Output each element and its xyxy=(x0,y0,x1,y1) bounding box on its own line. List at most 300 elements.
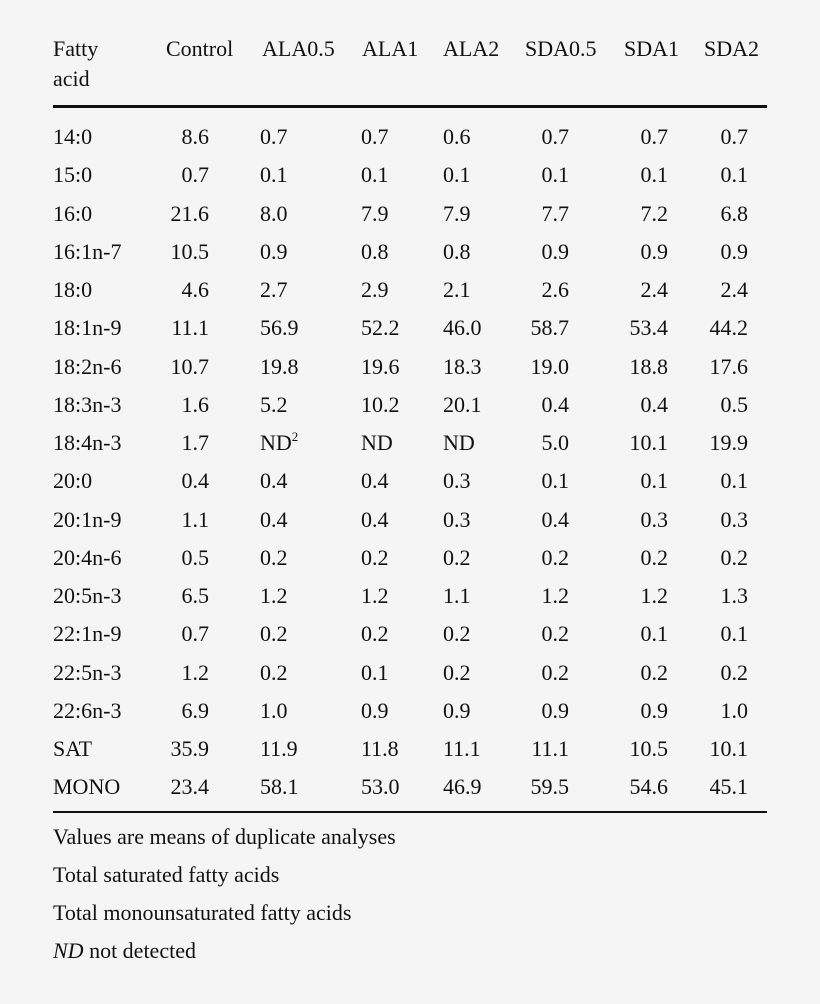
cell-ala2 xyxy=(443,238,471,264)
cell-value: 19.8 xyxy=(260,353,299,379)
cell-value: 2.1 xyxy=(443,277,471,302)
cell-value: 0.2 xyxy=(720,544,748,570)
cell-value: 0.3 xyxy=(443,468,471,494)
cell-value: 0.2 xyxy=(443,659,471,685)
cell-ala2 xyxy=(443,623,471,645)
cell-value: 0.8 xyxy=(443,238,471,264)
cell-ala0.5 xyxy=(260,585,288,607)
cell-value: 0.1 xyxy=(720,468,748,494)
cell-value: 0.4 xyxy=(541,391,569,417)
cell-sda2 xyxy=(710,776,749,798)
cell-value: 23.4 xyxy=(170,774,209,800)
cell-value: 0.9 xyxy=(640,697,668,723)
cell-value: 0.3 xyxy=(640,506,668,532)
cell-ala0.5 xyxy=(260,506,288,532)
cell-value: 0.4 xyxy=(181,468,209,494)
cell-value: 6.5 xyxy=(181,583,209,608)
header-ala2: ALA2 xyxy=(443,36,500,61)
cell-value: 17.6 xyxy=(709,353,748,379)
row-label: 22:1n-9 xyxy=(53,621,122,647)
row-label: 18:2n-6 xyxy=(53,353,122,379)
cell-ala1 xyxy=(361,506,389,532)
cell-value: 1.2 xyxy=(260,583,288,608)
cell-value: 0.9 xyxy=(541,238,569,264)
cell-sda0.5 xyxy=(542,164,570,186)
note-sat: Total saturated fatty acids xyxy=(53,862,280,887)
cell-control xyxy=(181,544,210,570)
cell-sda0.5 xyxy=(542,432,570,454)
cell-value: 0.2 xyxy=(361,621,389,647)
cell-value: 2.4 xyxy=(640,277,668,302)
table-row xyxy=(0,776,820,806)
cell-sda1 xyxy=(641,164,669,186)
header-sda1: SDA1 xyxy=(624,36,680,61)
cell-value: 56.9 xyxy=(260,315,299,341)
cell-value: 8.6 xyxy=(181,124,209,149)
note-nd xyxy=(53,940,196,962)
cell-value: 1.7 xyxy=(181,430,209,455)
header-fatty-acid-line1: Fatty xyxy=(53,36,99,61)
cell-sda2 xyxy=(720,506,749,532)
header-sda2: SDA2 xyxy=(704,36,760,61)
cell-sda1 xyxy=(630,738,669,760)
cell-sda0.5 xyxy=(541,238,570,264)
note-mono: Total monounsaturated fatty acids xyxy=(53,900,352,925)
cell-ala2 xyxy=(443,432,475,454)
cell-sda1 xyxy=(629,353,669,379)
cell-value: 1.0 xyxy=(720,697,748,723)
cell-ala1 xyxy=(361,432,393,454)
cell-value: ND xyxy=(260,430,292,455)
cell-ala2 xyxy=(443,391,482,417)
cell-value: 7.9 xyxy=(361,200,389,226)
cell-sda1 xyxy=(641,623,669,645)
cell-value: 0.7 xyxy=(181,621,209,647)
cell-value: 0.9 xyxy=(361,697,389,723)
cell-value: 53.0 xyxy=(361,774,400,800)
table-row xyxy=(0,126,820,156)
cell-ala1 xyxy=(361,470,389,492)
cell-sda1 xyxy=(640,544,669,570)
cell-value: 5.0 xyxy=(541,430,569,455)
cell-ala2 xyxy=(443,738,481,760)
cell-ala1 xyxy=(361,164,389,186)
table-row xyxy=(0,623,820,653)
cell-value: 59.5 xyxy=(530,774,569,800)
cell-sda0.5 xyxy=(531,317,570,339)
cell-ala1 xyxy=(361,659,389,685)
row-label: 16:0 xyxy=(53,200,93,226)
table-row xyxy=(0,391,820,424)
cell-ala0.5 xyxy=(260,623,288,645)
cell-value: 0.2 xyxy=(443,544,471,570)
table-row xyxy=(0,353,820,386)
cell-control xyxy=(181,659,210,685)
cell-value: 1.1 xyxy=(443,583,471,608)
cell-value: 10.1 xyxy=(629,430,668,455)
cell-sda1 xyxy=(630,776,669,798)
cell-control xyxy=(182,432,210,454)
cell-ala0.5 xyxy=(260,317,299,339)
cell-value: 10.7 xyxy=(170,353,209,379)
header-ala0.5: ALA0.5 xyxy=(262,36,335,61)
row-label: 22:6n-3 xyxy=(53,697,122,723)
cell-value: 0.2 xyxy=(260,659,288,685)
table-row xyxy=(0,585,820,615)
row-label: 20:1n-9 xyxy=(53,506,122,532)
cell-value: 19.9 xyxy=(709,430,748,455)
cell-value: 0.4 xyxy=(260,506,288,532)
cell-sda0.5 xyxy=(531,776,570,798)
cell-value: 10.1 xyxy=(709,736,748,761)
cell-control xyxy=(182,126,210,148)
cell-ala2 xyxy=(443,697,471,723)
cell-value: 0.4 xyxy=(361,506,389,532)
row-label: MONO xyxy=(53,774,121,800)
cell-sda0.5 xyxy=(542,623,570,645)
table-row xyxy=(0,200,820,233)
table-row xyxy=(0,470,820,500)
cell-sda0.5 xyxy=(541,659,570,685)
cell-value: 7.9 xyxy=(443,200,471,226)
row-label: 18:1n-9 xyxy=(53,315,122,341)
cell-control xyxy=(182,164,210,186)
cell-value: 6.9 xyxy=(181,697,209,723)
cell-value: 1.2 xyxy=(640,583,668,608)
cell-sda2 xyxy=(720,544,749,570)
cell-value: 58.1 xyxy=(260,774,299,800)
cell-sda2 xyxy=(720,200,749,226)
cell-control xyxy=(181,697,210,723)
cell-value: 8.0 xyxy=(260,200,288,226)
cell-value: 19.6 xyxy=(361,353,400,379)
cell-sda1 xyxy=(640,238,669,264)
table-row xyxy=(0,659,820,692)
cell-value: 44.2 xyxy=(709,315,748,341)
cell-sda2 xyxy=(721,164,749,186)
cell-value: 20.1 xyxy=(443,391,482,417)
cell-value: 46.9 xyxy=(443,774,482,800)
cell-ala2 xyxy=(443,544,471,570)
cell-ala2 xyxy=(443,279,471,301)
table-row xyxy=(0,697,820,730)
cell-value: 0.1 xyxy=(720,621,748,647)
cell-sda0.5 xyxy=(541,506,570,532)
cell-value: 0.7 xyxy=(361,124,389,149)
row-label: 20:0 xyxy=(53,468,93,494)
row-label: 18:0 xyxy=(53,277,93,302)
cell-sda0.5 xyxy=(541,200,570,226)
cell-value: 2.4 xyxy=(720,277,748,302)
cell-sda1 xyxy=(641,585,669,607)
cell-value: 0.2 xyxy=(541,621,569,647)
cell-value: 10.5 xyxy=(170,238,209,264)
cell-ala1 xyxy=(361,317,400,339)
cell-sda2 xyxy=(721,279,749,301)
note-nd-text: not detected xyxy=(83,938,196,963)
header-fatty-acid-line2: acid xyxy=(53,66,90,91)
cell-ala1 xyxy=(361,279,389,301)
cell-value: 0.1 xyxy=(720,162,748,188)
cell-control xyxy=(182,585,210,607)
row-label: 20:4n-6 xyxy=(53,544,122,570)
cell-value: 0.2 xyxy=(640,659,668,685)
cell-sda1 xyxy=(640,391,669,417)
cell-ala2 xyxy=(443,200,471,226)
cell-value: 0.3 xyxy=(443,506,471,532)
cell-value: 11.1 xyxy=(443,736,481,761)
cell-value: 0.3 xyxy=(720,506,748,532)
row-label: 20:5n-3 xyxy=(53,583,122,608)
cell-sda2 xyxy=(720,391,749,417)
cell-ala0.5 xyxy=(260,200,288,226)
cell-ala1 xyxy=(361,126,389,148)
cell-value: 0.9 xyxy=(443,697,471,723)
cell-control xyxy=(181,506,210,532)
cell-ala1 xyxy=(361,353,400,379)
cell-sda2 xyxy=(710,317,749,339)
row-label: 15:0 xyxy=(53,162,93,188)
cell-ala1 xyxy=(361,391,400,417)
cell-value: 0.9 xyxy=(640,238,668,264)
cell-value: 2.7 xyxy=(260,277,288,302)
cell-value: 0.5 xyxy=(720,391,748,417)
cell-control xyxy=(182,623,210,645)
cell-value: 4.6 xyxy=(181,277,209,302)
cell-value: 1.3 xyxy=(720,583,748,608)
cell-ala2 xyxy=(443,317,482,339)
cell-control xyxy=(170,353,210,379)
cell-sda1 xyxy=(630,317,669,339)
cell-sda1 xyxy=(640,200,669,226)
cell-value: 1.0 xyxy=(260,697,288,723)
cell-value: 0.1 xyxy=(640,621,668,647)
cell-control xyxy=(170,200,210,226)
cell-control xyxy=(171,317,209,339)
cell-value: 11.1 xyxy=(171,315,209,341)
cell-value: 52.2 xyxy=(361,315,400,341)
cell-value: 53.4 xyxy=(629,315,668,341)
header-rule xyxy=(53,105,767,108)
cell-value: 0.7 xyxy=(720,124,748,149)
table-row xyxy=(0,164,820,194)
cell-value: 0.8 xyxy=(361,238,389,264)
cell-value: 0.1 xyxy=(443,162,471,188)
cell-sda0.5 xyxy=(531,738,569,760)
cell-ala2 xyxy=(443,506,471,532)
cell-value: 0.1 xyxy=(640,162,668,188)
cell-ala0.5 xyxy=(260,279,288,301)
cell-sda2 xyxy=(721,585,749,607)
cell-value: 0.2 xyxy=(260,621,288,647)
cell-ala1 xyxy=(361,544,389,570)
cell-value: 1.2 xyxy=(361,583,389,608)
cell-value: 19.0 xyxy=(530,353,569,379)
cell-sda1 xyxy=(640,659,669,685)
table-row xyxy=(0,738,820,768)
cell-value: 46.0 xyxy=(443,315,482,341)
cell-sda2 xyxy=(721,470,749,492)
cell-ala2 xyxy=(443,164,471,186)
cell-value: 10.2 xyxy=(361,391,400,417)
cell-value: ND xyxy=(361,430,393,455)
cell-value: 21.6 xyxy=(170,200,209,226)
cell-value: 0.2 xyxy=(640,544,668,570)
cell-value: 11.9 xyxy=(260,736,298,761)
cell-value: 7.7 xyxy=(541,200,569,226)
cell-value: 2.6 xyxy=(541,277,569,302)
cell-ala0.5 xyxy=(260,697,288,723)
cell-value: 0.1 xyxy=(361,659,389,685)
cell-value: 1.6 xyxy=(181,391,209,417)
cell-ala0.5 xyxy=(260,776,299,798)
cell-value: 0.6 xyxy=(443,124,471,149)
cell-ala0.5 xyxy=(260,164,288,186)
cell-sda2 xyxy=(710,432,749,454)
cell-sda1 xyxy=(641,470,669,492)
cell-sda2 xyxy=(721,623,749,645)
cell-control xyxy=(170,238,210,264)
cell-ala0.5 xyxy=(260,429,299,455)
table-bottom-rule xyxy=(53,811,767,813)
table-row xyxy=(0,506,820,539)
cell-value: 0.2 xyxy=(541,544,569,570)
cell-control xyxy=(182,279,210,301)
cell-control xyxy=(181,391,210,417)
cell-value: 35.9 xyxy=(170,736,209,761)
cell-value: 2.9 xyxy=(361,277,389,302)
cell-value: 0.1 xyxy=(541,468,569,494)
row-label: 18:3n-3 xyxy=(53,391,122,417)
cell-sda2 xyxy=(710,738,749,760)
cell-ala0.5 xyxy=(260,238,288,264)
cell-sda0.5 xyxy=(541,544,570,570)
cell-value: 0.7 xyxy=(541,124,569,149)
cell-ala2 xyxy=(443,470,471,492)
cell-value: 0.2 xyxy=(541,659,569,685)
cell-ala1 xyxy=(361,738,399,760)
cell-value: 0.4 xyxy=(541,506,569,532)
cell-ala1 xyxy=(361,200,389,226)
cell-value: 1.2 xyxy=(541,583,569,608)
cell-sda1 xyxy=(640,506,669,532)
cell-value: 0.2 xyxy=(260,544,288,570)
cell-value: 0.9 xyxy=(260,238,288,264)
cell-ala1 xyxy=(361,697,389,723)
row-label: 22:5n-3 xyxy=(53,659,122,685)
cell-value: 1.2 xyxy=(181,659,209,685)
header-control: Control xyxy=(166,36,234,61)
cell-ala0.5 xyxy=(260,353,299,379)
cell-sda0.5 xyxy=(542,585,570,607)
cell-sda1 xyxy=(641,279,669,301)
cell-value: 10.5 xyxy=(629,736,668,761)
cell-value: 0.4 xyxy=(361,468,389,494)
cell-value: 11.1 xyxy=(531,736,569,761)
cell-value: 0.7 xyxy=(640,124,668,149)
cell-sda2 xyxy=(720,659,749,685)
header-ala1: ALA1 xyxy=(362,36,419,61)
cell-sda0.5 xyxy=(542,126,570,148)
cell-value: ND xyxy=(443,430,475,455)
cell-value: 58.7 xyxy=(530,315,569,341)
row-label: 18:4n-3 xyxy=(53,430,122,455)
cell-sda0.5 xyxy=(530,353,570,379)
table-row xyxy=(0,317,820,347)
cell-value: 18.3 xyxy=(443,353,482,379)
cell-value: 0.9 xyxy=(541,697,569,723)
table-row xyxy=(0,544,820,577)
cell-control xyxy=(171,776,210,798)
cell-value: 0.4 xyxy=(260,468,288,494)
cell-ala0.5 xyxy=(260,659,288,685)
footnote-marker: 2 xyxy=(291,429,299,444)
cell-value: 6.8 xyxy=(720,200,748,226)
cell-value: 7.2 xyxy=(640,200,668,226)
cell-value: 0.2 xyxy=(720,659,748,685)
cell-sda2 xyxy=(721,126,749,148)
cell-value: 5.2 xyxy=(260,391,288,417)
cell-value: 0.1 xyxy=(260,162,288,188)
cell-ala1 xyxy=(361,238,389,264)
cell-ala0.5 xyxy=(260,391,288,417)
cell-sda0.5 xyxy=(541,697,570,723)
header-sda0.5: SDA0.5 xyxy=(525,36,597,61)
cell-value: 0.2 xyxy=(361,544,389,570)
cell-ala2 xyxy=(443,776,482,798)
row-label: SAT xyxy=(53,736,93,761)
cell-sda2 xyxy=(720,697,749,723)
cell-sda0.5 xyxy=(542,279,570,301)
cell-ala0.5 xyxy=(260,738,298,760)
cell-value: 11.8 xyxy=(361,736,399,761)
table-row xyxy=(0,238,820,271)
cell-ala1 xyxy=(361,776,400,798)
cell-value: 0.9 xyxy=(720,238,748,264)
cell-sda0.5 xyxy=(542,470,570,492)
cell-ala2 xyxy=(443,126,471,148)
cell-ala2 xyxy=(443,353,482,379)
cell-ala2 xyxy=(443,585,471,607)
cell-sda1 xyxy=(640,697,669,723)
cell-value: 0.7 xyxy=(260,124,288,149)
cell-sda1 xyxy=(630,432,669,454)
cell-value: 18.8 xyxy=(629,353,668,379)
cell-value: 45.1 xyxy=(709,774,748,800)
cell-ala1 xyxy=(361,623,389,645)
cell-value: 0.4 xyxy=(640,391,668,417)
cell-ala0.5 xyxy=(260,470,288,492)
cell-sda2 xyxy=(720,238,749,264)
cell-value: 0.1 xyxy=(541,162,569,188)
row-label: 14:0 xyxy=(53,124,93,149)
cell-ala1 xyxy=(361,585,389,607)
note-nd-abbr: ND xyxy=(53,938,84,963)
cell-sda1 xyxy=(641,126,669,148)
table-row xyxy=(0,279,820,309)
cell-sda2 xyxy=(709,353,749,379)
cell-value: 0.5 xyxy=(181,544,209,570)
cell-value: 0.1 xyxy=(361,162,389,188)
cell-control xyxy=(182,470,210,492)
cell-ala2 xyxy=(443,659,471,685)
cell-value: 0.7 xyxy=(181,162,209,188)
cell-value: 0.1 xyxy=(640,468,668,494)
cell-sda0.5 xyxy=(541,391,570,417)
cell-value: 1.1 xyxy=(181,506,209,532)
cell-ala0.5 xyxy=(260,544,288,570)
cell-ala0.5 xyxy=(260,126,288,148)
